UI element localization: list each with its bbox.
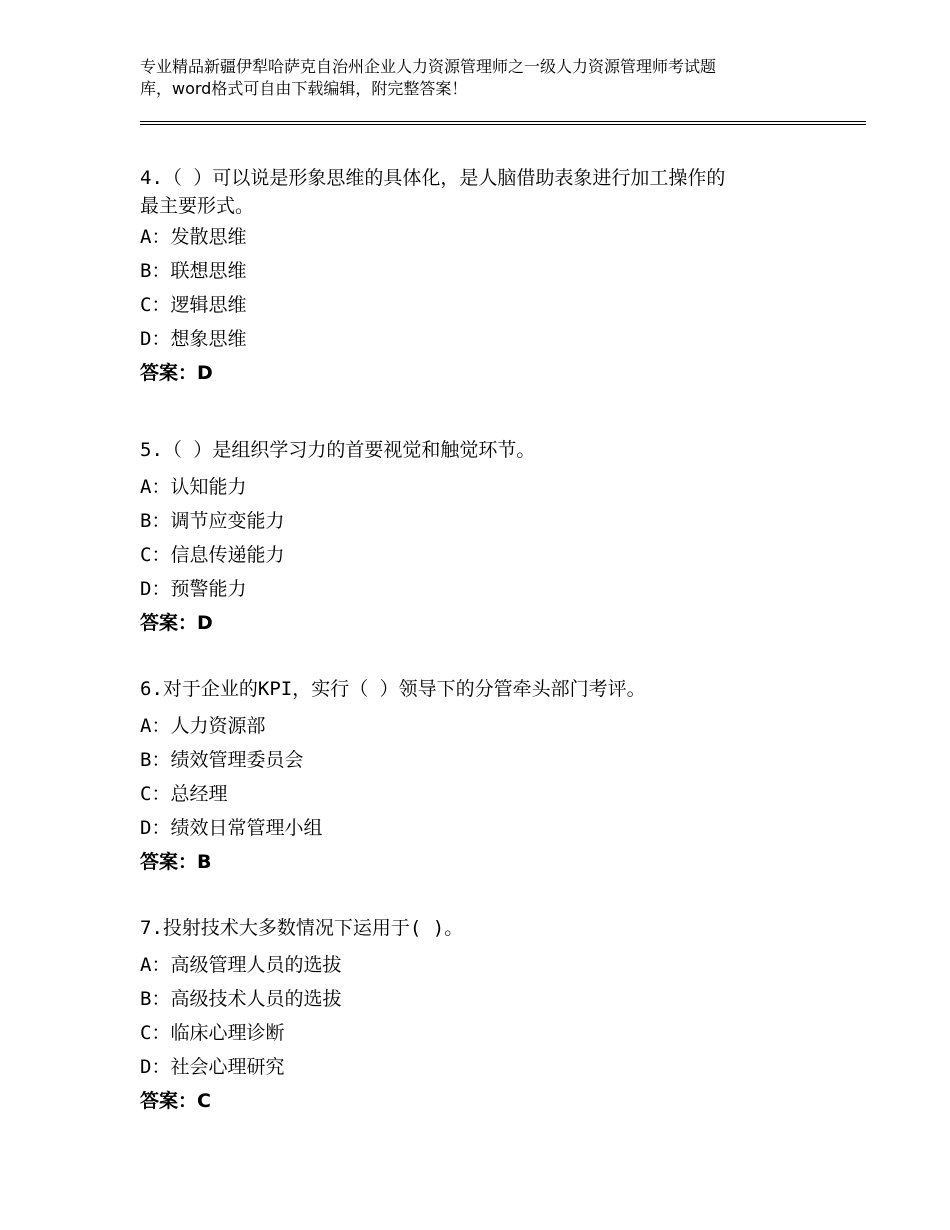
option-a: A：认知能力 xyxy=(140,476,247,498)
header-divider-top xyxy=(140,121,866,122)
option-b: B：调节应变能力 xyxy=(140,510,285,532)
question-6 xyxy=(140,675,840,879)
answer: 答案：C xyxy=(140,1090,211,1112)
header-line-1: 专业精品新疆伊犁哈萨克自治州企业人力资源管理师之一级人力资源管理师考试题 xyxy=(140,57,717,76)
header-line-2: 库，word格式可自由下载编辑，附完整答案！ xyxy=(140,79,468,98)
option-a: A：高级管理人员的选拔 xyxy=(140,954,342,976)
option-c: C：信息传递能力 xyxy=(140,544,285,566)
answer: 答案：D xyxy=(140,612,213,634)
answer: 答案：B xyxy=(140,851,212,873)
option-d: D：想象思维 xyxy=(140,328,247,350)
question-5 xyxy=(140,436,840,640)
option-a: A：发散思维 xyxy=(140,226,247,248)
option-d: D：绩效日常管理小组 xyxy=(140,817,323,839)
option-d: D：预警能力 xyxy=(140,578,247,600)
option-b: B：联想思维 xyxy=(140,260,247,282)
option-b: B：高级技术人员的选拔 xyxy=(140,988,342,1010)
option-c: C：总经理 xyxy=(140,783,228,805)
question-stem: 最主要形式。 xyxy=(140,195,255,217)
option-d: D：社会心理研究 xyxy=(140,1056,285,1078)
question-stem: 6.对于企业的KPI，实行（ ）领导下的分管牵头部门考评。 xyxy=(140,678,646,700)
question-stem: 4.（ ）可以说是形象思维的具体化，是人脑借助表象进行加工操作的 xyxy=(140,167,726,189)
question-4 xyxy=(140,164,840,390)
option-c: C：临床心理诊断 xyxy=(140,1022,285,1044)
answer: 答案：D xyxy=(140,362,213,384)
question-stem: 5.（ ）是组织学习力的首要视觉和触觉环节。 xyxy=(140,439,536,461)
question-stem: 7.投射技术大多数情况下运用于( )。 xyxy=(140,917,464,939)
option-b: B：绩效管理委员会 xyxy=(140,749,304,771)
header-divider-bottom xyxy=(140,124,866,125)
option-a: A：人力资源部 xyxy=(140,715,266,737)
document-header xyxy=(140,56,840,100)
option-c: C：逻辑思维 xyxy=(140,294,247,316)
question-7 xyxy=(140,914,840,1118)
